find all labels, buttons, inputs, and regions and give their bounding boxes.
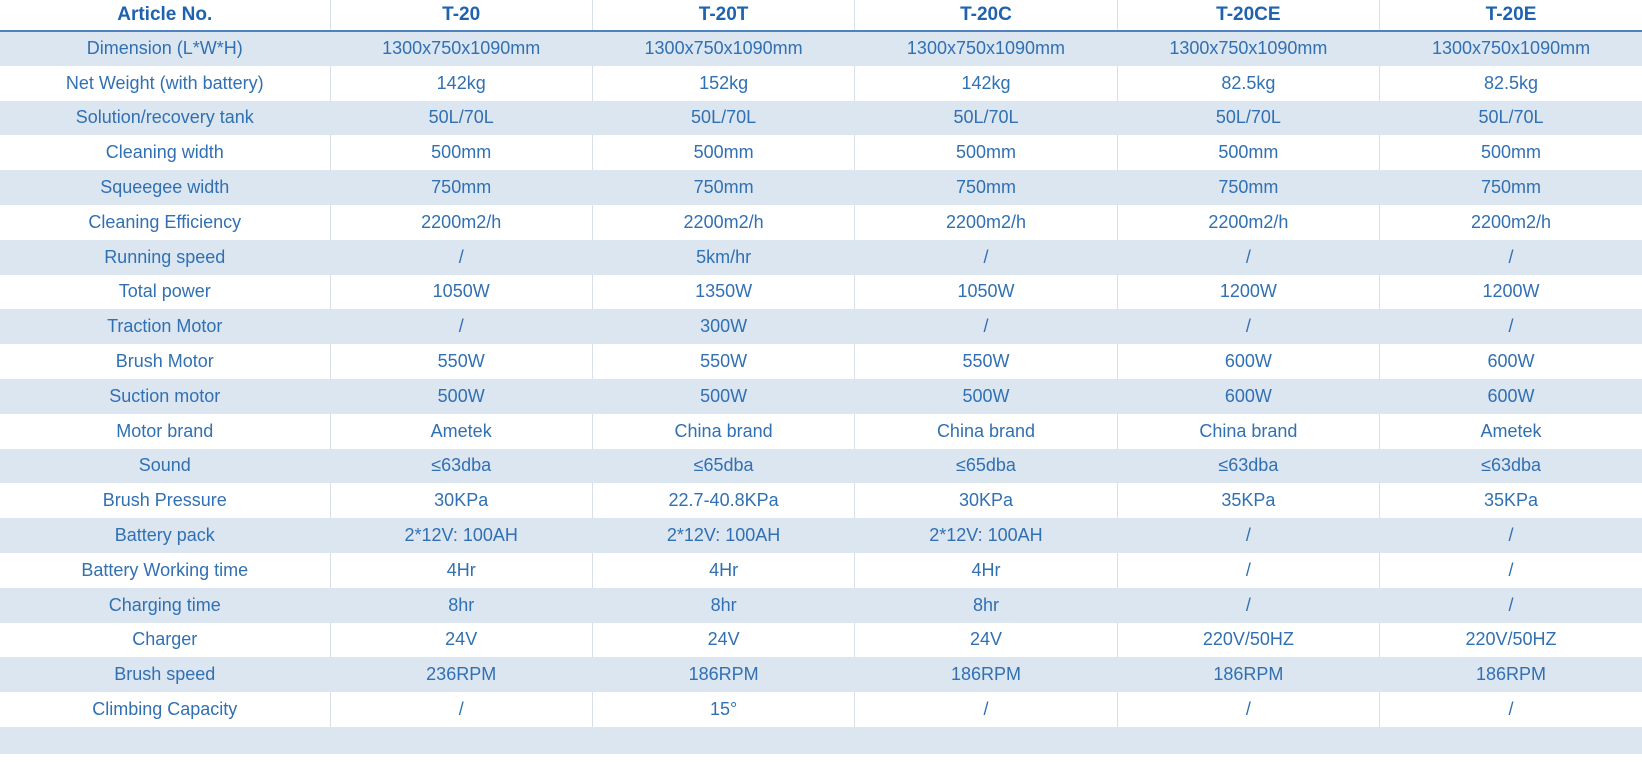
row-label: Cleaning width bbox=[0, 135, 330, 170]
model-column-header: T-20 bbox=[330, 0, 592, 31]
model-column-header: T-20CE bbox=[1117, 0, 1379, 31]
spec-value: 750mm bbox=[1117, 170, 1379, 205]
spec-value: 2*12V: 100AH bbox=[855, 518, 1117, 553]
spec-value: 1350W bbox=[592, 275, 854, 310]
spec-value: / bbox=[1117, 553, 1379, 588]
spec-value: 50L/70L bbox=[1380, 101, 1642, 136]
row-label: Dimension (L*W*H) bbox=[0, 31, 330, 66]
row-label: Sound bbox=[0, 449, 330, 484]
spec-value: / bbox=[1380, 692, 1642, 727]
spec-value: 600W bbox=[1117, 379, 1379, 414]
table-body bbox=[0, 31, 1642, 727]
spec-value: China brand bbox=[1117, 414, 1379, 449]
spec-value: 1300x750x1090mm bbox=[855, 31, 1117, 66]
model-column-header: T-20T bbox=[592, 0, 854, 31]
spec-row bbox=[0, 31, 1642, 66]
spec-value: 1300x750x1090mm bbox=[330, 31, 592, 66]
spec-value: 82.5kg bbox=[1117, 66, 1379, 101]
row-label: Cleaning Efficiency bbox=[0, 205, 330, 240]
spec-row bbox=[0, 623, 1642, 658]
spec-value: 500mm bbox=[855, 135, 1117, 170]
spec-value: 1200W bbox=[1117, 275, 1379, 310]
row-label: Net Weight (with battery) bbox=[0, 66, 330, 101]
spec-row bbox=[0, 275, 1642, 310]
spec-value: 152kg bbox=[592, 66, 854, 101]
spec-value: 550W bbox=[592, 344, 854, 379]
row-label: Climbing Capacity bbox=[0, 692, 330, 727]
spec-value: 142kg bbox=[855, 66, 1117, 101]
row-label: Total power bbox=[0, 275, 330, 310]
row-label: Battery Working time bbox=[0, 553, 330, 588]
spec-value: ≤63dba bbox=[330, 449, 592, 484]
spec-value: 600W bbox=[1380, 379, 1642, 414]
row-label: Squeegee width bbox=[0, 170, 330, 205]
model-column-header: T-20E bbox=[1380, 0, 1642, 31]
spec-value: / bbox=[855, 240, 1117, 275]
spec-row bbox=[0, 518, 1642, 553]
spec-value: / bbox=[1117, 588, 1379, 623]
spec-value: Ametek bbox=[330, 414, 592, 449]
spec-value: / bbox=[1117, 309, 1379, 344]
spec-value: 30KPa bbox=[330, 483, 592, 518]
spec-value: 2200m2/h bbox=[1380, 205, 1642, 240]
spec-row bbox=[0, 344, 1642, 379]
spec-value: / bbox=[330, 240, 592, 275]
spec-value: China brand bbox=[592, 414, 854, 449]
spec-value: 50L/70L bbox=[1117, 101, 1379, 136]
spec-value: 300W bbox=[592, 309, 854, 344]
spec-value: / bbox=[1380, 518, 1642, 553]
spec-row bbox=[0, 379, 1642, 414]
spec-value: 2200m2/h bbox=[855, 205, 1117, 240]
header-row bbox=[0, 0, 1642, 31]
spec-value: 750mm bbox=[330, 170, 592, 205]
spec-value: 8hr bbox=[330, 588, 592, 623]
spec-value: 2*12V: 100AH bbox=[330, 518, 592, 553]
spec-value: 550W bbox=[855, 344, 1117, 379]
spec-value: ≤63dba bbox=[1117, 449, 1379, 484]
row-label: Running speed bbox=[0, 240, 330, 275]
spec-value: 8hr bbox=[855, 588, 1117, 623]
spec-value: 24V bbox=[592, 623, 854, 658]
spec-value: 750mm bbox=[1380, 170, 1642, 205]
spec-value: 500mm bbox=[1380, 135, 1642, 170]
spec-value: 24V bbox=[855, 623, 1117, 658]
spec-value: / bbox=[1117, 692, 1379, 727]
spec-value: 600W bbox=[1380, 344, 1642, 379]
spec-value: 1200W bbox=[1380, 275, 1642, 310]
spec-value: 500W bbox=[855, 379, 1117, 414]
spec-value: 1300x750x1090mm bbox=[1117, 31, 1379, 66]
spec-value: China brand bbox=[855, 414, 1117, 449]
spec-value: Ametek bbox=[1380, 414, 1642, 449]
spec-value: 35KPa bbox=[1117, 483, 1379, 518]
spec-value: 500mm bbox=[330, 135, 592, 170]
spec-row bbox=[0, 588, 1642, 623]
spec-value: 500W bbox=[592, 379, 854, 414]
spec-value: 4Hr bbox=[330, 553, 592, 588]
spec-value: 22.7-40.8KPa bbox=[592, 483, 854, 518]
spec-value: / bbox=[1117, 240, 1379, 275]
spec-value: 220V/50HZ bbox=[1117, 623, 1379, 658]
row-label: Solution/recovery tank bbox=[0, 101, 330, 136]
spec-value: 186RPM bbox=[1117, 657, 1379, 692]
spec-value: 186RPM bbox=[1380, 657, 1642, 692]
spec-row bbox=[0, 414, 1642, 449]
spec-value: 30KPa bbox=[855, 483, 1117, 518]
spec-value: / bbox=[1380, 240, 1642, 275]
spec-value: 4Hr bbox=[855, 553, 1117, 588]
spec-value: / bbox=[1380, 553, 1642, 588]
spec-value: 82.5kg bbox=[1380, 66, 1642, 101]
spec-value: / bbox=[1117, 518, 1379, 553]
spec-row bbox=[0, 692, 1642, 727]
row-label: Motor brand bbox=[0, 414, 330, 449]
spec-row bbox=[0, 170, 1642, 205]
row-label: Battery pack bbox=[0, 518, 330, 553]
spec-value: 2*12V: 100AH bbox=[592, 518, 854, 553]
article-no-header: Article No. bbox=[0, 0, 330, 31]
spec-value: 500W bbox=[330, 379, 592, 414]
spec-value: 50L/70L bbox=[330, 101, 592, 136]
row-label: Charger bbox=[0, 623, 330, 658]
spec-value: 1050W bbox=[855, 275, 1117, 310]
spec-value: 600W bbox=[1117, 344, 1379, 379]
spec-value: 1050W bbox=[330, 275, 592, 310]
spec-value: 2200m2/h bbox=[330, 205, 592, 240]
spec-row bbox=[0, 449, 1642, 484]
spec-value: 2200m2/h bbox=[1117, 205, 1379, 240]
spec-value: 220V/50HZ bbox=[1380, 623, 1642, 658]
spec-value: 35KPa bbox=[1380, 483, 1642, 518]
spec-value: ≤63dba bbox=[1380, 449, 1642, 484]
spec-value: / bbox=[855, 692, 1117, 727]
spec-value: 5km/hr bbox=[592, 240, 854, 275]
spec-value: / bbox=[855, 309, 1117, 344]
spec-value: / bbox=[1380, 309, 1642, 344]
spec-value: / bbox=[1380, 588, 1642, 623]
spec-value: 15° bbox=[592, 692, 854, 727]
spec-value: 186RPM bbox=[855, 657, 1117, 692]
spec-value: / bbox=[330, 309, 592, 344]
row-label: Brush speed bbox=[0, 657, 330, 692]
row-label: Suction motor bbox=[0, 379, 330, 414]
spec-value: 236RPM bbox=[330, 657, 592, 692]
spec-value: 4Hr bbox=[592, 553, 854, 588]
spec-value: 500mm bbox=[592, 135, 854, 170]
spec-value: 1300x750x1090mm bbox=[592, 31, 854, 66]
spec-value: ≤65dba bbox=[592, 449, 854, 484]
spec-value: 24V bbox=[330, 623, 592, 658]
row-label: Charging time bbox=[0, 588, 330, 623]
row-label: Traction Motor bbox=[0, 309, 330, 344]
table-header bbox=[0, 0, 1642, 31]
spec-value: 550W bbox=[330, 344, 592, 379]
spec-value: 50L/70L bbox=[855, 101, 1117, 136]
spec-value: 50L/70L bbox=[592, 101, 854, 136]
spec-row bbox=[0, 66, 1642, 101]
spec-value: 186RPM bbox=[592, 657, 854, 692]
spec-value: 2200m2/h bbox=[592, 205, 854, 240]
spec-row bbox=[0, 135, 1642, 170]
spec-value: 750mm bbox=[855, 170, 1117, 205]
spec-value: 142kg bbox=[330, 66, 592, 101]
row-label: Brush Motor bbox=[0, 344, 330, 379]
spec-value: / bbox=[330, 692, 592, 727]
model-column-header: T-20C bbox=[855, 0, 1117, 31]
row-label: Brush Pressure bbox=[0, 483, 330, 518]
spec-row bbox=[0, 205, 1642, 240]
spec-row bbox=[0, 101, 1642, 136]
spec-row bbox=[0, 553, 1642, 588]
spec-value: 750mm bbox=[592, 170, 854, 205]
spec-value: ≤65dba bbox=[855, 449, 1117, 484]
spec-row bbox=[0, 240, 1642, 275]
spec-value: 8hr bbox=[592, 588, 854, 623]
spec-value: 1300x750x1090mm bbox=[1380, 31, 1642, 66]
spec-row bbox=[0, 657, 1642, 692]
spec-row bbox=[0, 483, 1642, 518]
bottom-stripe-band bbox=[0, 727, 1642, 754]
spec-row bbox=[0, 309, 1642, 344]
spec-value: 500mm bbox=[1117, 135, 1379, 170]
